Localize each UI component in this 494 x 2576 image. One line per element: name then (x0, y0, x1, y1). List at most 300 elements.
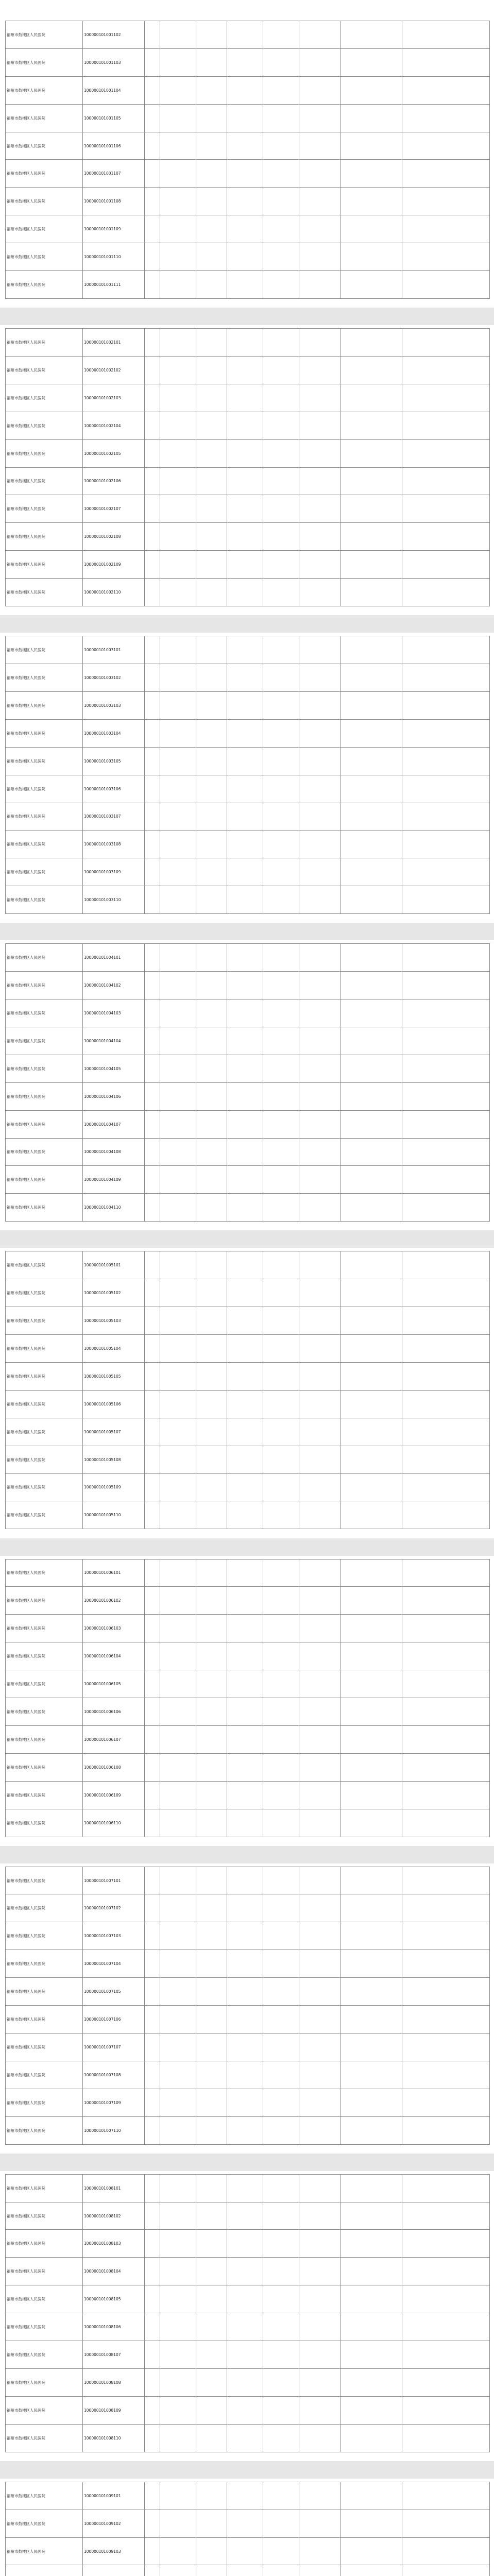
table-cell (196, 858, 227, 886)
table-cell (160, 2313, 196, 2341)
table-cell (263, 2285, 299, 2313)
table-cell (145, 2258, 160, 2285)
table-cell (263, 1809, 299, 1837)
table-cell (160, 1670, 196, 1698)
document-page (0, 923, 494, 1242)
table-cell (145, 1587, 160, 1615)
table-cell (263, 1781, 299, 1809)
table-cell (263, 2116, 299, 2144)
table-cell (299, 1950, 340, 1978)
page-separator (0, 615, 494, 633)
table-cell (299, 858, 340, 886)
table-cell (196, 719, 227, 747)
table-cell: 100000101001107 (83, 160, 145, 188)
table-cell: 福州市鼓楼区人民医院 (6, 1642, 83, 1670)
table-cell (196, 775, 227, 803)
table-cell (160, 2396, 196, 2424)
table-cell (263, 2174, 299, 2202)
table-cell (145, 2285, 160, 2313)
table-cell: 100000101006108 (83, 1753, 145, 1781)
table-cell: 100000101001103 (83, 48, 145, 76)
table-cell (227, 104, 263, 132)
table-cell (340, 1390, 402, 1418)
table-row (6, 495, 490, 523)
table-cell (160, 1615, 196, 1642)
table-cell (263, 1894, 299, 1922)
table-cell (196, 2258, 227, 2285)
table-cell (145, 2368, 160, 2396)
table-cell (145, 747, 160, 775)
table-cell (340, 2368, 402, 2396)
table-cell (145, 2089, 160, 2116)
table-cell (145, 132, 160, 160)
table-cell (196, 1027, 227, 1055)
table-cell (145, 1446, 160, 1473)
roster-table (5, 2174, 490, 2452)
table-cell (340, 1559, 402, 1587)
table-cell (145, 803, 160, 831)
table-cell: 100000101003104 (83, 719, 145, 747)
table-row (6, 1082, 490, 1110)
table-cell (196, 747, 227, 775)
table-cell (145, 2202, 160, 2230)
table-cell (196, 1446, 227, 1473)
table-row (6, 1446, 490, 1473)
table-cell (145, 1894, 160, 1922)
table-cell (196, 1194, 227, 1222)
table-cell (340, 1867, 402, 1894)
table-cell (402, 972, 490, 999)
table-cell (227, 2368, 263, 2396)
table-cell: 福州市鼓楼区人民医院 (6, 132, 83, 160)
table-cell (340, 1138, 402, 1166)
table-cell: 福州市鼓楼区人民医院 (6, 719, 83, 747)
table-cell (227, 1335, 263, 1363)
table-cell (145, 1138, 160, 1166)
table-row (6, 1390, 490, 1418)
table-cell (160, 1335, 196, 1363)
table-cell (263, 1138, 299, 1166)
table-cell (263, 132, 299, 160)
table-cell (340, 1473, 402, 1501)
table-cell (227, 329, 263, 357)
table-cell (402, 2482, 490, 2510)
table-cell: 100000101004110 (83, 1194, 145, 1222)
table-cell (299, 1027, 340, 1055)
table-cell (263, 999, 299, 1027)
table-cell: 福州市鼓楼区人民医院 (6, 1781, 83, 1809)
table-cell (160, 1055, 196, 1082)
table-cell (160, 271, 196, 299)
table-cell: 福州市鼓楼区人民医院 (6, 551, 83, 579)
table-cell: 100000101009101 (83, 2482, 145, 2510)
table-cell (227, 1867, 263, 1894)
table-row (6, 972, 490, 999)
table-cell (402, 523, 490, 551)
table-cell (340, 1082, 402, 1110)
table-cell (6, 2565, 83, 2576)
table-cell (299, 1670, 340, 1698)
table-cell: 100000101004105 (83, 1055, 145, 1082)
table-cell: 福州市鼓楼区人民医院 (6, 1559, 83, 1587)
table-cell (402, 1446, 490, 1473)
table-cell (145, 48, 160, 76)
table-cell: 福州市鼓楼区人民医院 (6, 2313, 83, 2341)
table-cell (402, 2033, 490, 2061)
table-cell (145, 1194, 160, 1222)
table-row (6, 1670, 490, 1698)
table-cell (340, 1307, 402, 1335)
table-cell (83, 2565, 145, 2576)
table-cell (263, 886, 299, 914)
table-cell (340, 1335, 402, 1363)
table-cell (160, 2565, 196, 2576)
table-cell (263, 2006, 299, 2033)
table-cell (263, 104, 299, 132)
table-cell (340, 1279, 402, 1307)
table-cell (340, 467, 402, 495)
table-cell (299, 1725, 340, 1753)
table-cell (402, 48, 490, 76)
table-row (6, 886, 490, 914)
table-cell (299, 2033, 340, 2061)
table-cell (160, 691, 196, 719)
table-cell (196, 2006, 227, 2033)
table-cell: 福州市鼓楼区人民医院 (6, 1725, 83, 1753)
table-cell (227, 1418, 263, 1446)
table-cell (340, 1753, 402, 1781)
table-cell (299, 831, 340, 858)
table-cell (340, 1194, 402, 1222)
table-cell (340, 1027, 402, 1055)
table-cell (263, 747, 299, 775)
table-cell: 福州市鼓楼区人民医院 (6, 188, 83, 215)
table-cell (402, 1166, 490, 1194)
table-cell (227, 2510, 263, 2537)
table-cell: 100000101003109 (83, 858, 145, 886)
table-cell (299, 1362, 340, 1390)
table-row (6, 1642, 490, 1670)
table-cell: 100000101002110 (83, 579, 145, 606)
table-cell (227, 803, 263, 831)
table-cell (299, 1922, 340, 1950)
table-cell (160, 2285, 196, 2313)
table-cell (196, 2424, 227, 2452)
table-cell (196, 1138, 227, 1166)
table-cell (340, 271, 402, 299)
table-row (6, 2537, 490, 2565)
table-cell (402, 1138, 490, 1166)
table-cell (160, 1922, 196, 1950)
table-cell (227, 2537, 263, 2565)
table-cell (196, 1642, 227, 1670)
table-cell (160, 2424, 196, 2452)
table-cell: 100000101007109 (83, 2089, 145, 2116)
table-cell: 100000101002103 (83, 384, 145, 412)
table-cell (340, 1446, 402, 1473)
table-cell (263, 21, 299, 49)
table-cell: 100000101005108 (83, 1446, 145, 1473)
table-cell (196, 1698, 227, 1725)
table-cell (402, 2285, 490, 2313)
table-cell (402, 2174, 490, 2202)
table-cell (340, 215, 402, 243)
table-cell: 福州市鼓楼区人民医院 (6, 495, 83, 523)
table-cell (402, 2258, 490, 2285)
table-cell (227, 1894, 263, 1922)
table-cell (145, 2116, 160, 2144)
table-cell (145, 775, 160, 803)
table-cell (160, 972, 196, 999)
table-cell (402, 2089, 490, 2116)
table-cell (145, 160, 160, 188)
table-cell (160, 831, 196, 858)
table-cell (299, 2341, 340, 2369)
table-cell (196, 271, 227, 299)
table-cell (402, 2313, 490, 2341)
table-cell: 100000101009103 (83, 2537, 145, 2565)
table-row (6, 1418, 490, 1446)
table-cell (227, 1753, 263, 1781)
table-cell (402, 1251, 490, 1279)
table-cell (196, 972, 227, 999)
table-row (6, 1978, 490, 2006)
table-cell (145, 2482, 160, 2510)
table-row (6, 719, 490, 747)
table-cell (340, 579, 402, 606)
table-cell: 福州市鼓楼区人民医院 (6, 1698, 83, 1725)
table-cell (160, 188, 196, 215)
table-cell (227, 1082, 263, 1110)
table-cell: 100000101001105 (83, 104, 145, 132)
table-cell (160, 1194, 196, 1222)
table-cell (160, 1867, 196, 1894)
table-cell (227, 2424, 263, 2452)
table-cell (145, 412, 160, 439)
table-cell (340, 2341, 402, 2369)
table-row (6, 2006, 490, 2033)
table-row (6, 384, 490, 412)
table-cell: 100000101003103 (83, 691, 145, 719)
table-cell (402, 2341, 490, 2369)
table-cell (263, 271, 299, 299)
table-cell (402, 2061, 490, 2089)
table-cell (263, 412, 299, 439)
table-cell (160, 2174, 196, 2202)
table-cell (227, 664, 263, 692)
table-cell (145, 2033, 160, 2061)
table-cell (227, 1670, 263, 1698)
table-cell (160, 2537, 196, 2565)
table-cell (340, 2313, 402, 2341)
table-cell (340, 1978, 402, 2006)
table-cell (299, 1335, 340, 1363)
table-cell (160, 467, 196, 495)
table-cell (227, 775, 263, 803)
table-row (6, 803, 490, 831)
table-cell (340, 523, 402, 551)
table-cell (402, 243, 490, 271)
table-cell (227, 944, 263, 972)
table-cell (145, 2396, 160, 2424)
table-cell (196, 523, 227, 551)
table-cell (263, 775, 299, 803)
table-cell (299, 1978, 340, 2006)
table-cell (160, 1698, 196, 1725)
table-cell (227, 2313, 263, 2341)
table-cell (145, 1082, 160, 1110)
table-cell: 100000101006110 (83, 1809, 145, 1837)
table-cell (263, 2368, 299, 2396)
table-row (6, 1559, 490, 1587)
table-cell (160, 2033, 196, 2061)
table-row (6, 1501, 490, 1529)
table-cell (402, 1642, 490, 1670)
table-cell (340, 2061, 402, 2089)
table-cell (340, 2424, 402, 2452)
table-cell (299, 2565, 340, 2576)
table-cell (145, 1418, 160, 1446)
table-cell (340, 636, 402, 664)
table-cell (145, 76, 160, 104)
table-cell (402, 1418, 490, 1446)
table-cell (402, 1615, 490, 1642)
table-cell (263, 2061, 299, 2089)
table-cell: 福州市鼓楼区人民医院 (6, 243, 83, 271)
table-cell (196, 1307, 227, 1335)
table-cell (263, 2537, 299, 2565)
table-cell (402, 1559, 490, 1587)
table-cell (263, 467, 299, 495)
table-cell: 福州市鼓楼区人民医院 (6, 412, 83, 439)
table-cell (299, 747, 340, 775)
table-cell (402, 1055, 490, 1082)
table-cell (196, 2537, 227, 2565)
table-cell: 100000101008103 (83, 2230, 145, 2258)
table-cell (340, 886, 402, 914)
document-page (0, 1538, 494, 1858)
table-cell (299, 1473, 340, 1501)
table-cell (263, 1390, 299, 1418)
table-cell: 福州市鼓楼区人民医院 (6, 1055, 83, 1082)
table-cell (402, 1753, 490, 1781)
table-cell (402, 1307, 490, 1335)
table-cell (160, 2510, 196, 2537)
table-cell (402, 2565, 490, 2576)
table-cell (227, 1698, 263, 1725)
table-cell (145, 495, 160, 523)
table-cell: 100000101007105 (83, 1978, 145, 2006)
table-cell (340, 160, 402, 188)
table-cell (160, 356, 196, 384)
table-cell (160, 551, 196, 579)
table-cell (145, 384, 160, 412)
table-cell (402, 2230, 490, 2258)
table-cell (145, 1809, 160, 1837)
table-cell: 100000101003108 (83, 831, 145, 858)
table-row (6, 243, 490, 271)
table-cell: 100000101004104 (83, 1027, 145, 1055)
table-cell (145, 1615, 160, 1642)
table-cell (402, 691, 490, 719)
table-cell (227, 439, 263, 467)
table-cell (263, 2230, 299, 2258)
table-cell (145, 858, 160, 886)
table-cell: 福州市鼓楼区人民医院 (6, 664, 83, 692)
table-cell: 福州市鼓楼区人民医院 (6, 215, 83, 243)
table-cell: 100000101004108 (83, 1138, 145, 1166)
table-cell (145, 1027, 160, 1055)
table-cell (340, 1670, 402, 1698)
table-cell (196, 2285, 227, 2313)
table-cell (196, 1279, 227, 1307)
table-cell (340, 803, 402, 831)
table-cell (196, 2313, 227, 2341)
table-cell (160, 1753, 196, 1781)
table-cell: 100000101006109 (83, 1781, 145, 1809)
table-cell (145, 831, 160, 858)
table-cell (402, 329, 490, 357)
table-row (6, 1894, 490, 1922)
table-cell (263, 215, 299, 243)
page-separator (0, 308, 494, 325)
table-cell (263, 2510, 299, 2537)
table-cell (227, 2202, 263, 2230)
table-cell: 100000101002105 (83, 439, 145, 467)
table-cell (299, 356, 340, 384)
table-cell: 100000101007103 (83, 1922, 145, 1950)
table-cell (263, 803, 299, 831)
table-row (6, 467, 490, 495)
table-cell (402, 747, 490, 775)
table-cell (196, 1781, 227, 1809)
table-cell (299, 886, 340, 914)
table-cell: 100000101008108 (83, 2368, 145, 2396)
table-cell (340, 21, 402, 49)
table-cell (227, 1978, 263, 2006)
document-page (0, 308, 494, 627)
table-cell (340, 104, 402, 132)
table-cell (263, 1194, 299, 1222)
table-row (6, 329, 490, 357)
table-cell (299, 2313, 340, 2341)
table-cell (227, 1390, 263, 1418)
table-cell (145, 1307, 160, 1335)
table-cell: 100000101008101 (83, 2174, 145, 2202)
table-cell (145, 356, 160, 384)
table-cell: 福州市鼓楼区人民医院 (6, 1110, 83, 1138)
roster-table (5, 943, 490, 1222)
table-cell (299, 1642, 340, 1670)
table-cell (196, 636, 227, 664)
table-row (6, 160, 490, 188)
table-cell (340, 1781, 402, 1809)
table-cell (227, 132, 263, 160)
table-cell (299, 944, 340, 972)
table-cell (299, 1082, 340, 1110)
table-cell (227, 831, 263, 858)
table-cell (402, 2537, 490, 2565)
table-cell: 福州市鼓楼区人民医院 (6, 691, 83, 719)
table-cell: 100000101006105 (83, 1670, 145, 1698)
table-cell (196, 329, 227, 357)
table-cell: 福州市鼓楼区人民医院 (6, 2258, 83, 2285)
roster-table (5, 21, 490, 299)
table-cell (160, 1781, 196, 1809)
table-row (6, 1781, 490, 1809)
table-cell: 100000101005109 (83, 1473, 145, 1501)
table-cell (227, 691, 263, 719)
